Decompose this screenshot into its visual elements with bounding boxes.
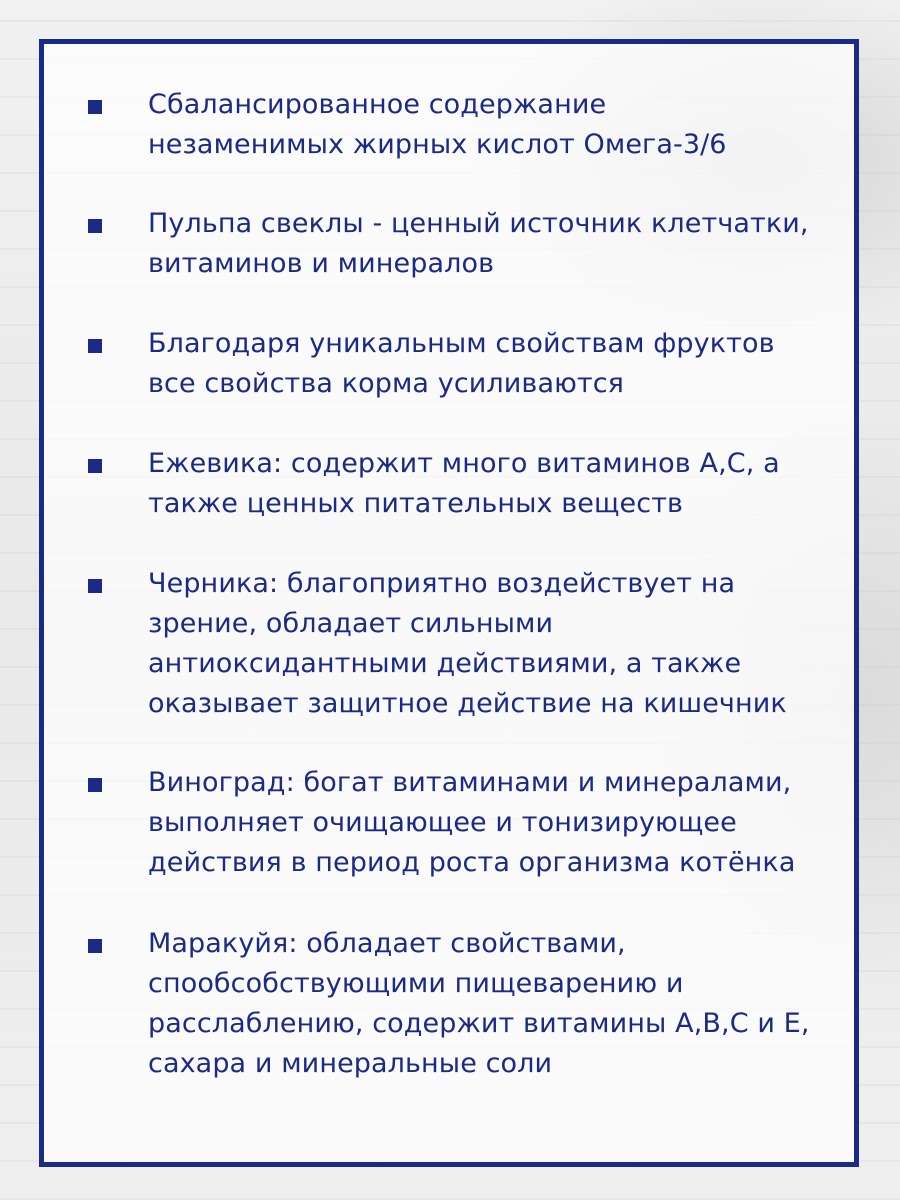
list-item-line: Благодаря уникальным свойствам фруктов bbox=[148, 328, 775, 359]
list-item-line: спообсобствующими пищеварению и bbox=[148, 968, 684, 999]
list-item-line: выполняет очищающее и тонизирующее bbox=[148, 807, 737, 838]
square-bullet-icon bbox=[88, 100, 102, 114]
list-item-line: незаменимых жирных кислот Омега-3/6 bbox=[148, 129, 727, 160]
list-item-line: Пульпа свеклы - ценный источник клетчатки, bbox=[148, 208, 809, 239]
content-card bbox=[39, 39, 859, 1167]
list-item-text bbox=[148, 564, 828, 724]
list-item-line: расслаблению, содержит витамины А,В,С и Е, bbox=[148, 1008, 810, 1039]
square-bullet-icon bbox=[88, 778, 102, 792]
list-item-line: Маракуйя: обладает свойствами, bbox=[148, 928, 626, 959]
list-item-line: сахара и минеральные соли bbox=[148, 1048, 553, 1079]
list-item-text bbox=[148, 924, 828, 1084]
list-item-line: Ежевика: содержит много витаминов А,С, а bbox=[148, 448, 780, 479]
list-item-text bbox=[148, 204, 828, 284]
list-item-line: зрение, обладает сильными bbox=[148, 608, 554, 639]
list-item-line: все свойства корма усиливаются bbox=[148, 368, 625, 399]
list-item-text bbox=[148, 324, 828, 404]
square-bullet-icon bbox=[88, 459, 102, 473]
list-item-line: Сбалансированное содержание bbox=[148, 89, 607, 120]
list-item-line: действия в период роста организма котёнка bbox=[148, 847, 796, 878]
list-item-line: антиоксидантными действиями, а также bbox=[148, 648, 742, 679]
list-item-line: оказывает защитное действие на кишечник bbox=[148, 688, 787, 719]
list-item-line: Черника: благоприятно воздействует на bbox=[148, 568, 736, 599]
list-item-line: витаминов и минералов bbox=[148, 248, 495, 279]
list-item-line: Виноград: богат витаминами и минералами, bbox=[148, 767, 792, 798]
square-bullet-icon bbox=[88, 339, 102, 353]
list-item-text bbox=[148, 85, 828, 165]
list-item-text bbox=[148, 444, 828, 524]
list-item-text bbox=[148, 763, 828, 883]
square-bullet-icon bbox=[88, 579, 102, 593]
square-bullet-icon bbox=[88, 939, 102, 953]
square-bullet-icon bbox=[88, 219, 102, 233]
list-item-line: также ценных питательных веществ bbox=[148, 488, 684, 519]
